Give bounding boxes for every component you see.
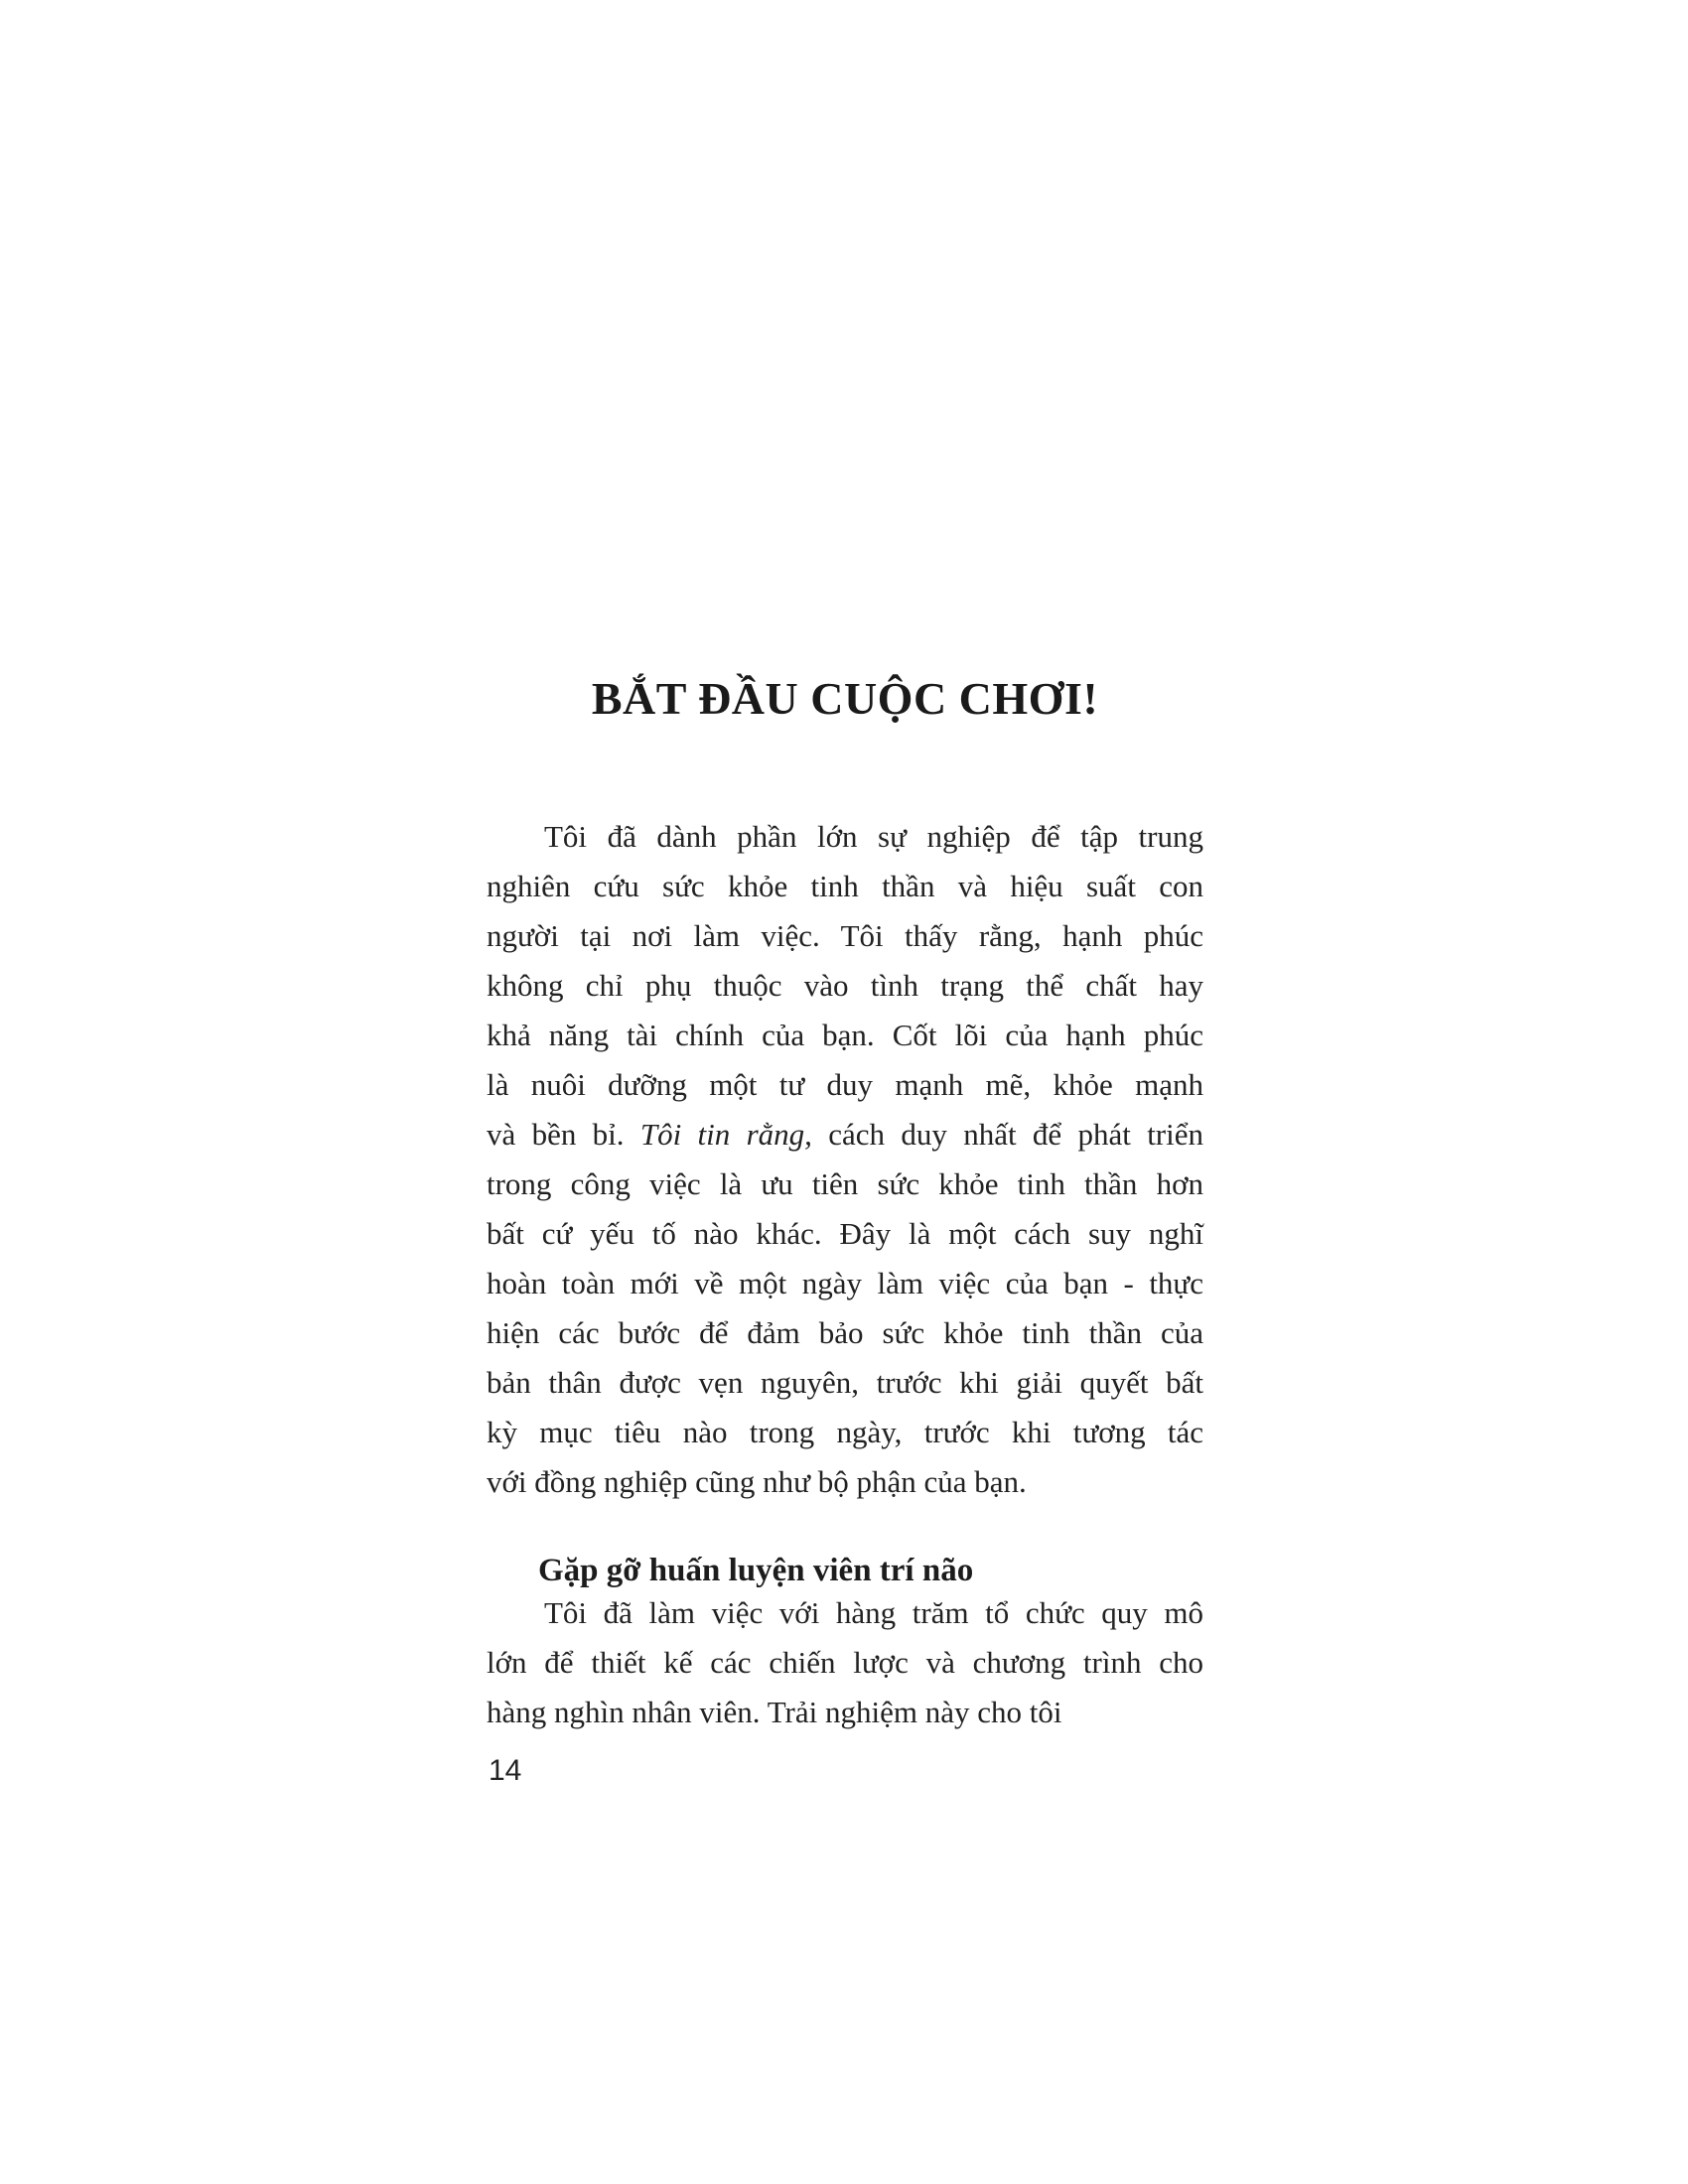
section-heading: Gặp gỡ huấn luyện viên trí não [538, 1553, 974, 1589]
text-line: bất cứ yếu tố nào khác. Đây là một cách suy nghĩ [487, 1216, 1203, 1251]
text-line: hoàn toàn mới về một ngày làm việc của bạn - thực [487, 1266, 1203, 1300]
text-line: Tôi đã làm việc với hàng trăm tổ chức quy mô [544, 1595, 1203, 1630]
text-line: người tại nơi làm việc. Tôi thấy rằng, hạnh phúc [487, 918, 1203, 953]
text-line: không chỉ phụ thuộc vào tình trạng thể chất hay [487, 968, 1203, 1003]
text-line: trong công việc là ưu tiên sức khỏe tinh thần hơn [487, 1166, 1203, 1201]
text-line: với đồng nghiệp cũng như bộ phận của bạn. [487, 1464, 1027, 1499]
text-line: và bền bỉ. Tôi tin rằng, cách duy nhất để phát triển [487, 1117, 1203, 1152]
text-line: Tôi đã dành phần lớn sự nghiệp để tập trung [544, 819, 1203, 854]
chapter-title: BẮT ĐẦU CUỘC CHƠI! [591, 672, 1099, 724]
text-line: là nuôi dưỡng một tư duy mạnh mẽ, khỏe mạnh [487, 1067, 1203, 1102]
text-line: khả năng tài chính của bạn. Cốt lõi của hạnh phúc [487, 1018, 1203, 1052]
text-line: lớn để thiết kế các chiến lược và chương trình cho [487, 1645, 1203, 1680]
text-line: bản thân được vẹn nguyên, trước khi giải quyết bất [487, 1365, 1203, 1400]
text-line: kỳ mục tiêu nào trong ngày, trước khi tương tác [487, 1415, 1203, 1449]
body-paragraph [487, 1588, 1203, 1737]
text-line: hàng nghìn nhân viên. Trải nghiệm này cho tôi [487, 1695, 1062, 1729]
page-number: 14 [489, 1754, 522, 1787]
body-paragraph [487, 812, 1203, 1507]
text-line: hiện các bước để đảm bảo sức khỏe tinh thần của [487, 1315, 1203, 1350]
text-line: nghiên cứu sức khỏe tinh thần và hiệu suất con [487, 869, 1203, 903]
